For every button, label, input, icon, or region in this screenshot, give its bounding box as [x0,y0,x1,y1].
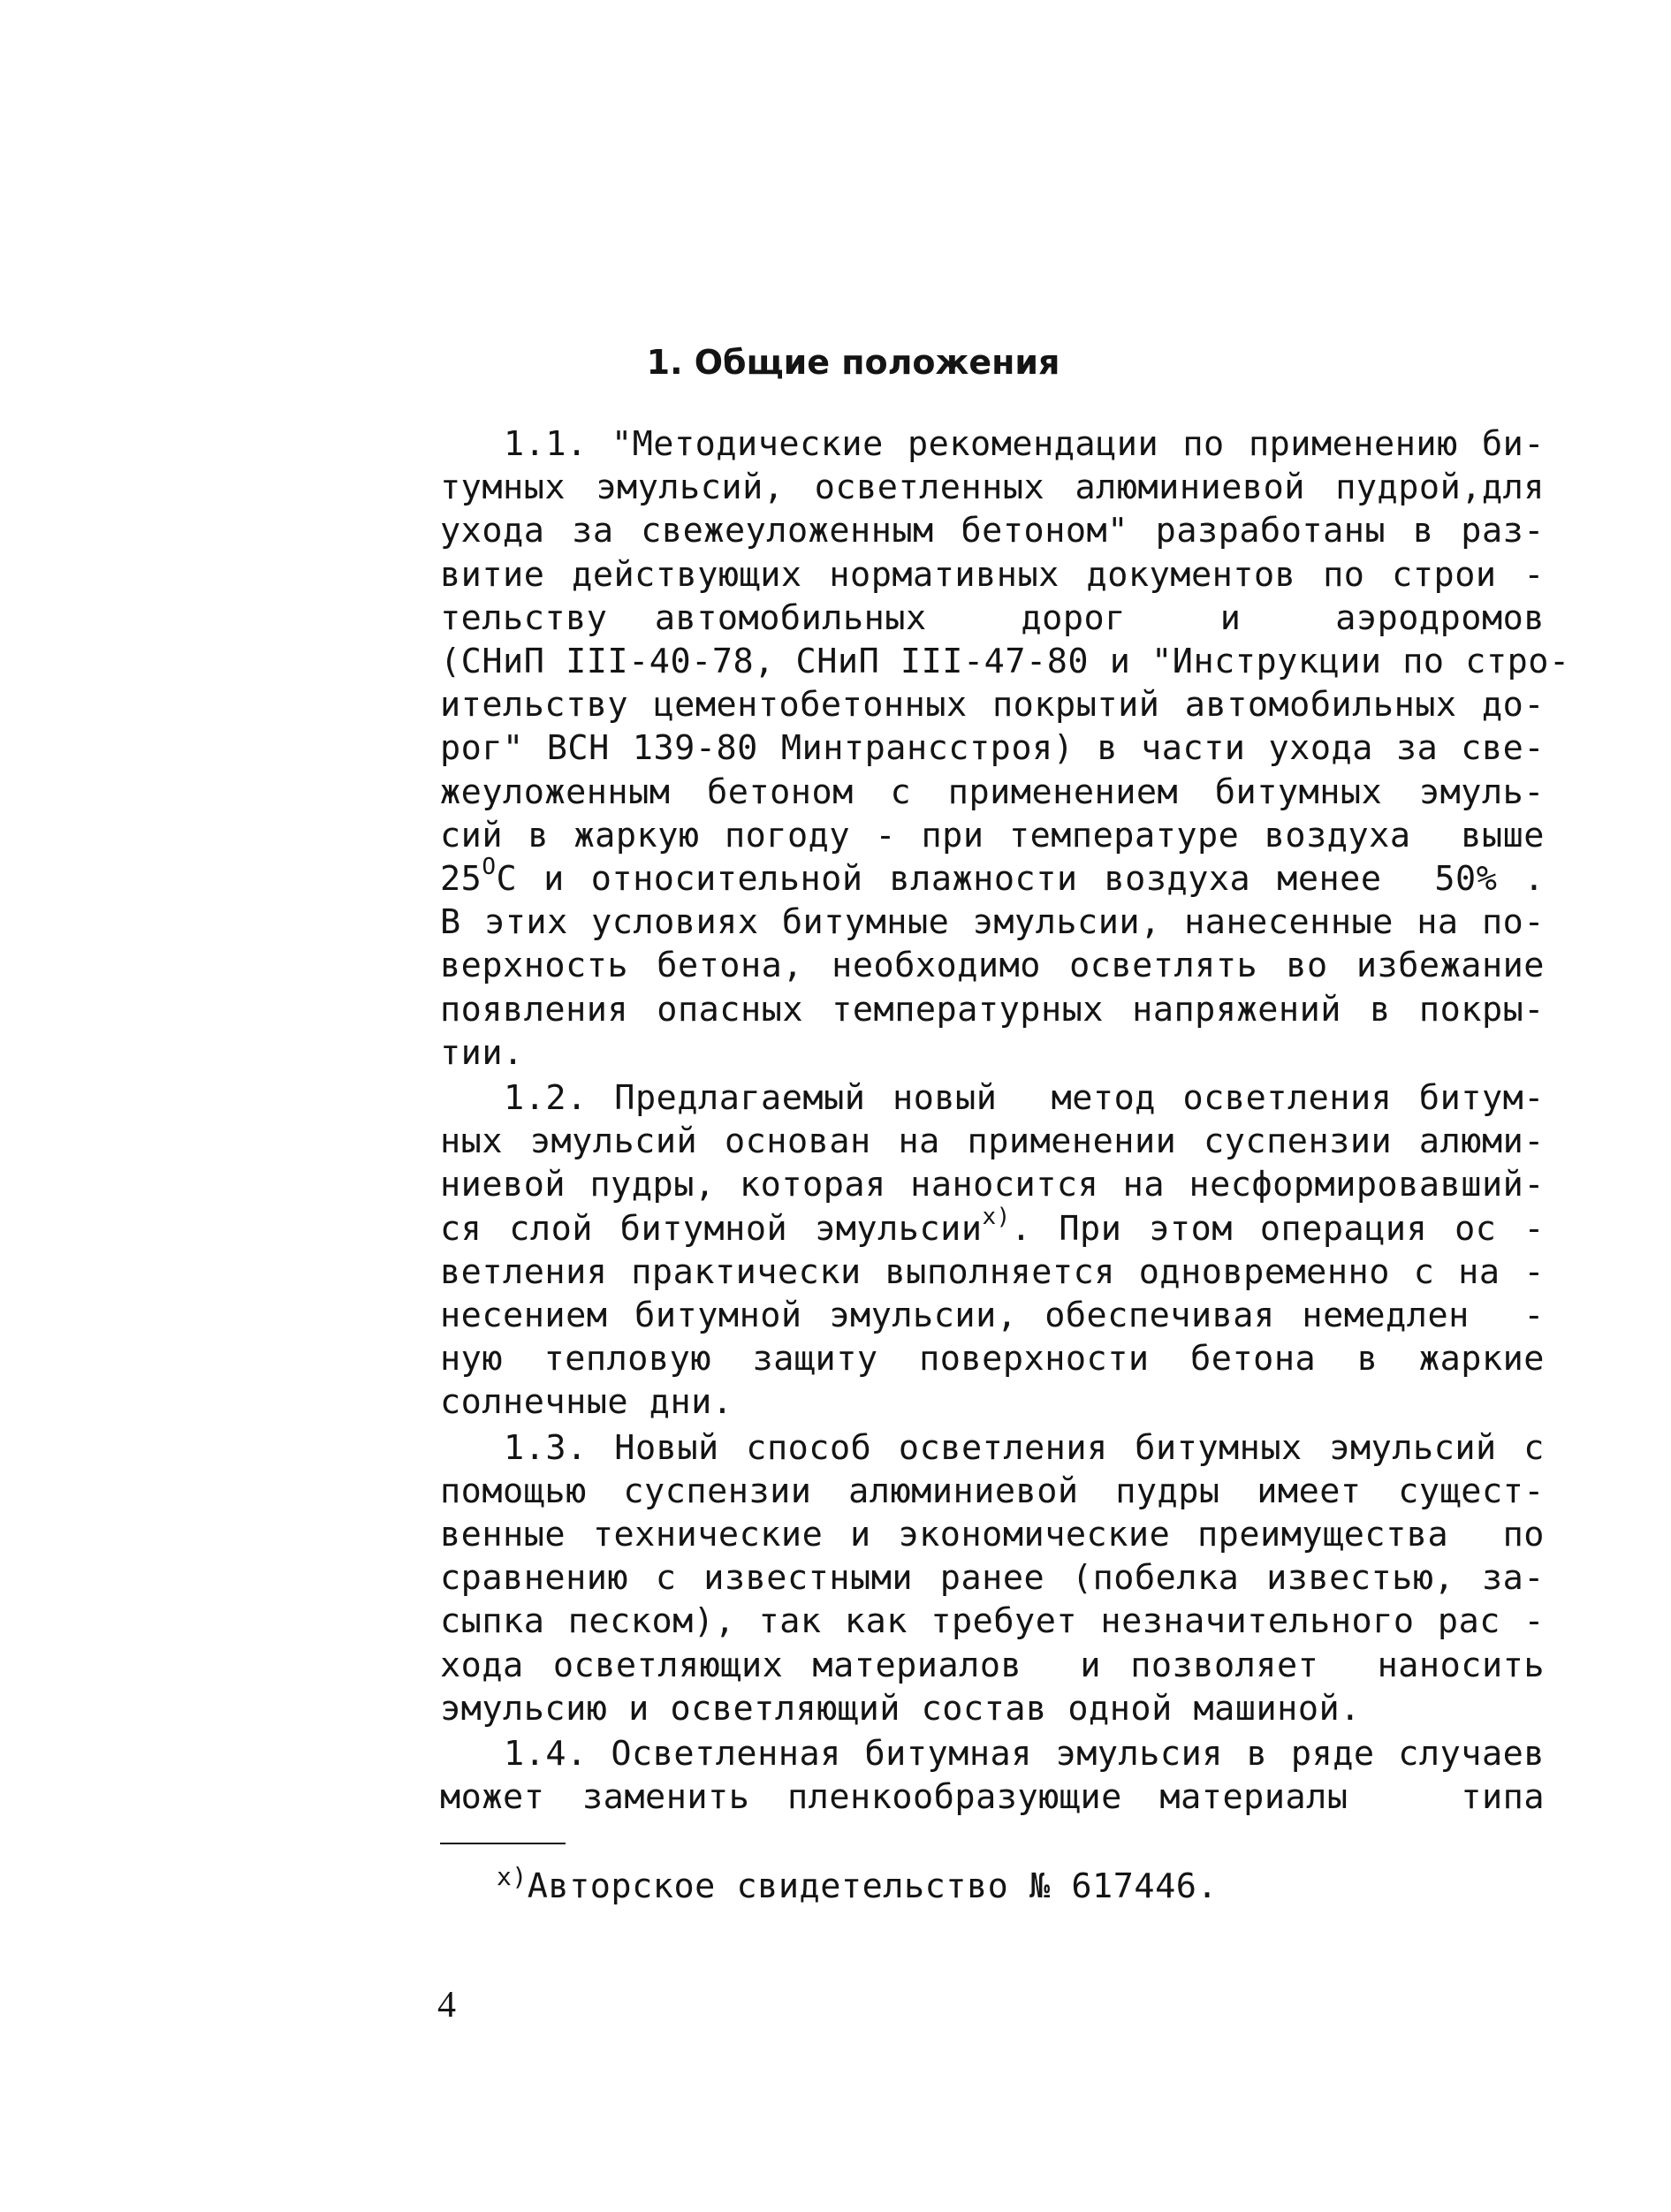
text-line: ительству цементобетонных покрытий автомобильных до- [440,685,1545,726]
text-line: тельству автомобильных дорог и аэродромов [440,597,1545,638]
text-line: ную тепловую защиту поверхности бетона в жаркие [440,1339,1545,1380]
page-number: 4 [437,1985,456,2026]
text-line: $25^OС$ и относительной влажности воздуха менее 50% . [440,854,1545,900]
text-line: 1.2. Предлагаемый новый метод осветления битум- [504,1078,1545,1119]
text-line: жеуложенным бетоном с применением битумных эмуль- [440,772,1545,812]
paragraph-1-3 [440,1426,1545,1730]
text-line: витие действующих нормативных документов по строи - [440,554,1545,595]
text-line: тумных эмульсий, осветленных алюминиевой пудрой,для [440,467,1545,508]
paragraph-number: 1.4. [504,1734,588,1775]
text-line: появления опасных температурных напряжений в покры- [440,989,1545,1030]
text-line: сравнению с известными ранее (побелка известью, за- [440,1558,1545,1599]
text-line: ветления практически выполняется одновременно с на - [440,1251,1545,1292]
text-line: сыпка песком), так как требует незначительного рас - [440,1601,1545,1642]
text-line: ухода за свежеуложенным бетоном" разработаны в раз- [440,511,1545,551]
footnote-separator [440,1843,566,1844]
text-line: В этих условиях битумные эмульсии, нанесенные на по- [440,902,1545,943]
paragraph-1-1 [440,422,1570,1075]
text-line: ся слой битумной эмульсии$^{x)}$. При этом операция ос - [440,1203,1546,1249]
footnote [497,1862,1219,1906]
text-line: эмульсию и осветляющий состав одной машиной. [440,1688,1361,1729]
text-line: солнечные дни. [440,1382,733,1423]
text-line: (СНиП III-40-78, СНиП III-47-80 и "Инструкции по стро- [440,642,1570,682]
text-line: может заменить пленкообразующие материалы типа [440,1777,1545,1818]
text-line: венные технические и экономические преимущества по [440,1515,1545,1555]
text-line: ниевой пудры, которая наносится на несформировавший- [440,1165,1545,1205]
paragraph-number: 1.2. [504,1078,588,1119]
paragraph-number: 1.3. [504,1427,588,1468]
text-line: помощью суспензии алюминиевой пудры имеет сущест- [440,1471,1545,1511]
text-line: рог" ВСН 139-80 Минтрансстроя) в части ухода за све- [440,728,1545,769]
text-line: 1.4. Осветленная битумная эмульсия в ряде случаев [504,1734,1545,1775]
text-line: ных эмульсий основан на применении суспензии алюми- [440,1121,1545,1162]
section-title: 1. Общие положения [646,343,1060,382]
footnote-text: Авторское свидетельство № 617446. [527,1866,1219,1906]
footnote-reference: x) [982,1203,1011,1230]
temperature-value: 25 [440,859,482,900]
paragraph-number: 1.1. [504,424,588,464]
text-line: 1.3. Новый способ осветления битумных эмульсий с [504,1427,1545,1468]
degree-mark: O [482,854,497,881]
text-line: сий в жаркую погоду - при температуре воздуха выше [440,815,1545,855]
text-line: 1.1. "Методические рекомендации по применению би- [504,424,1546,464]
footnote-mark: x) [497,1862,528,1891]
text-line: тии. [440,1032,524,1073]
text-line: несением битумной эмульсии, обеспечивая немедлен - [440,1296,1545,1336]
body-text [440,422,1570,1821]
text-line: хода осветляющих материалов и позволяет наносить [440,1645,1545,1685]
text-line: верхность бетона, необходимо осветлять во избежание [440,946,1545,986]
paragraph-1-2 [440,1076,1545,1425]
paragraph-1-4 [440,1732,1545,1819]
